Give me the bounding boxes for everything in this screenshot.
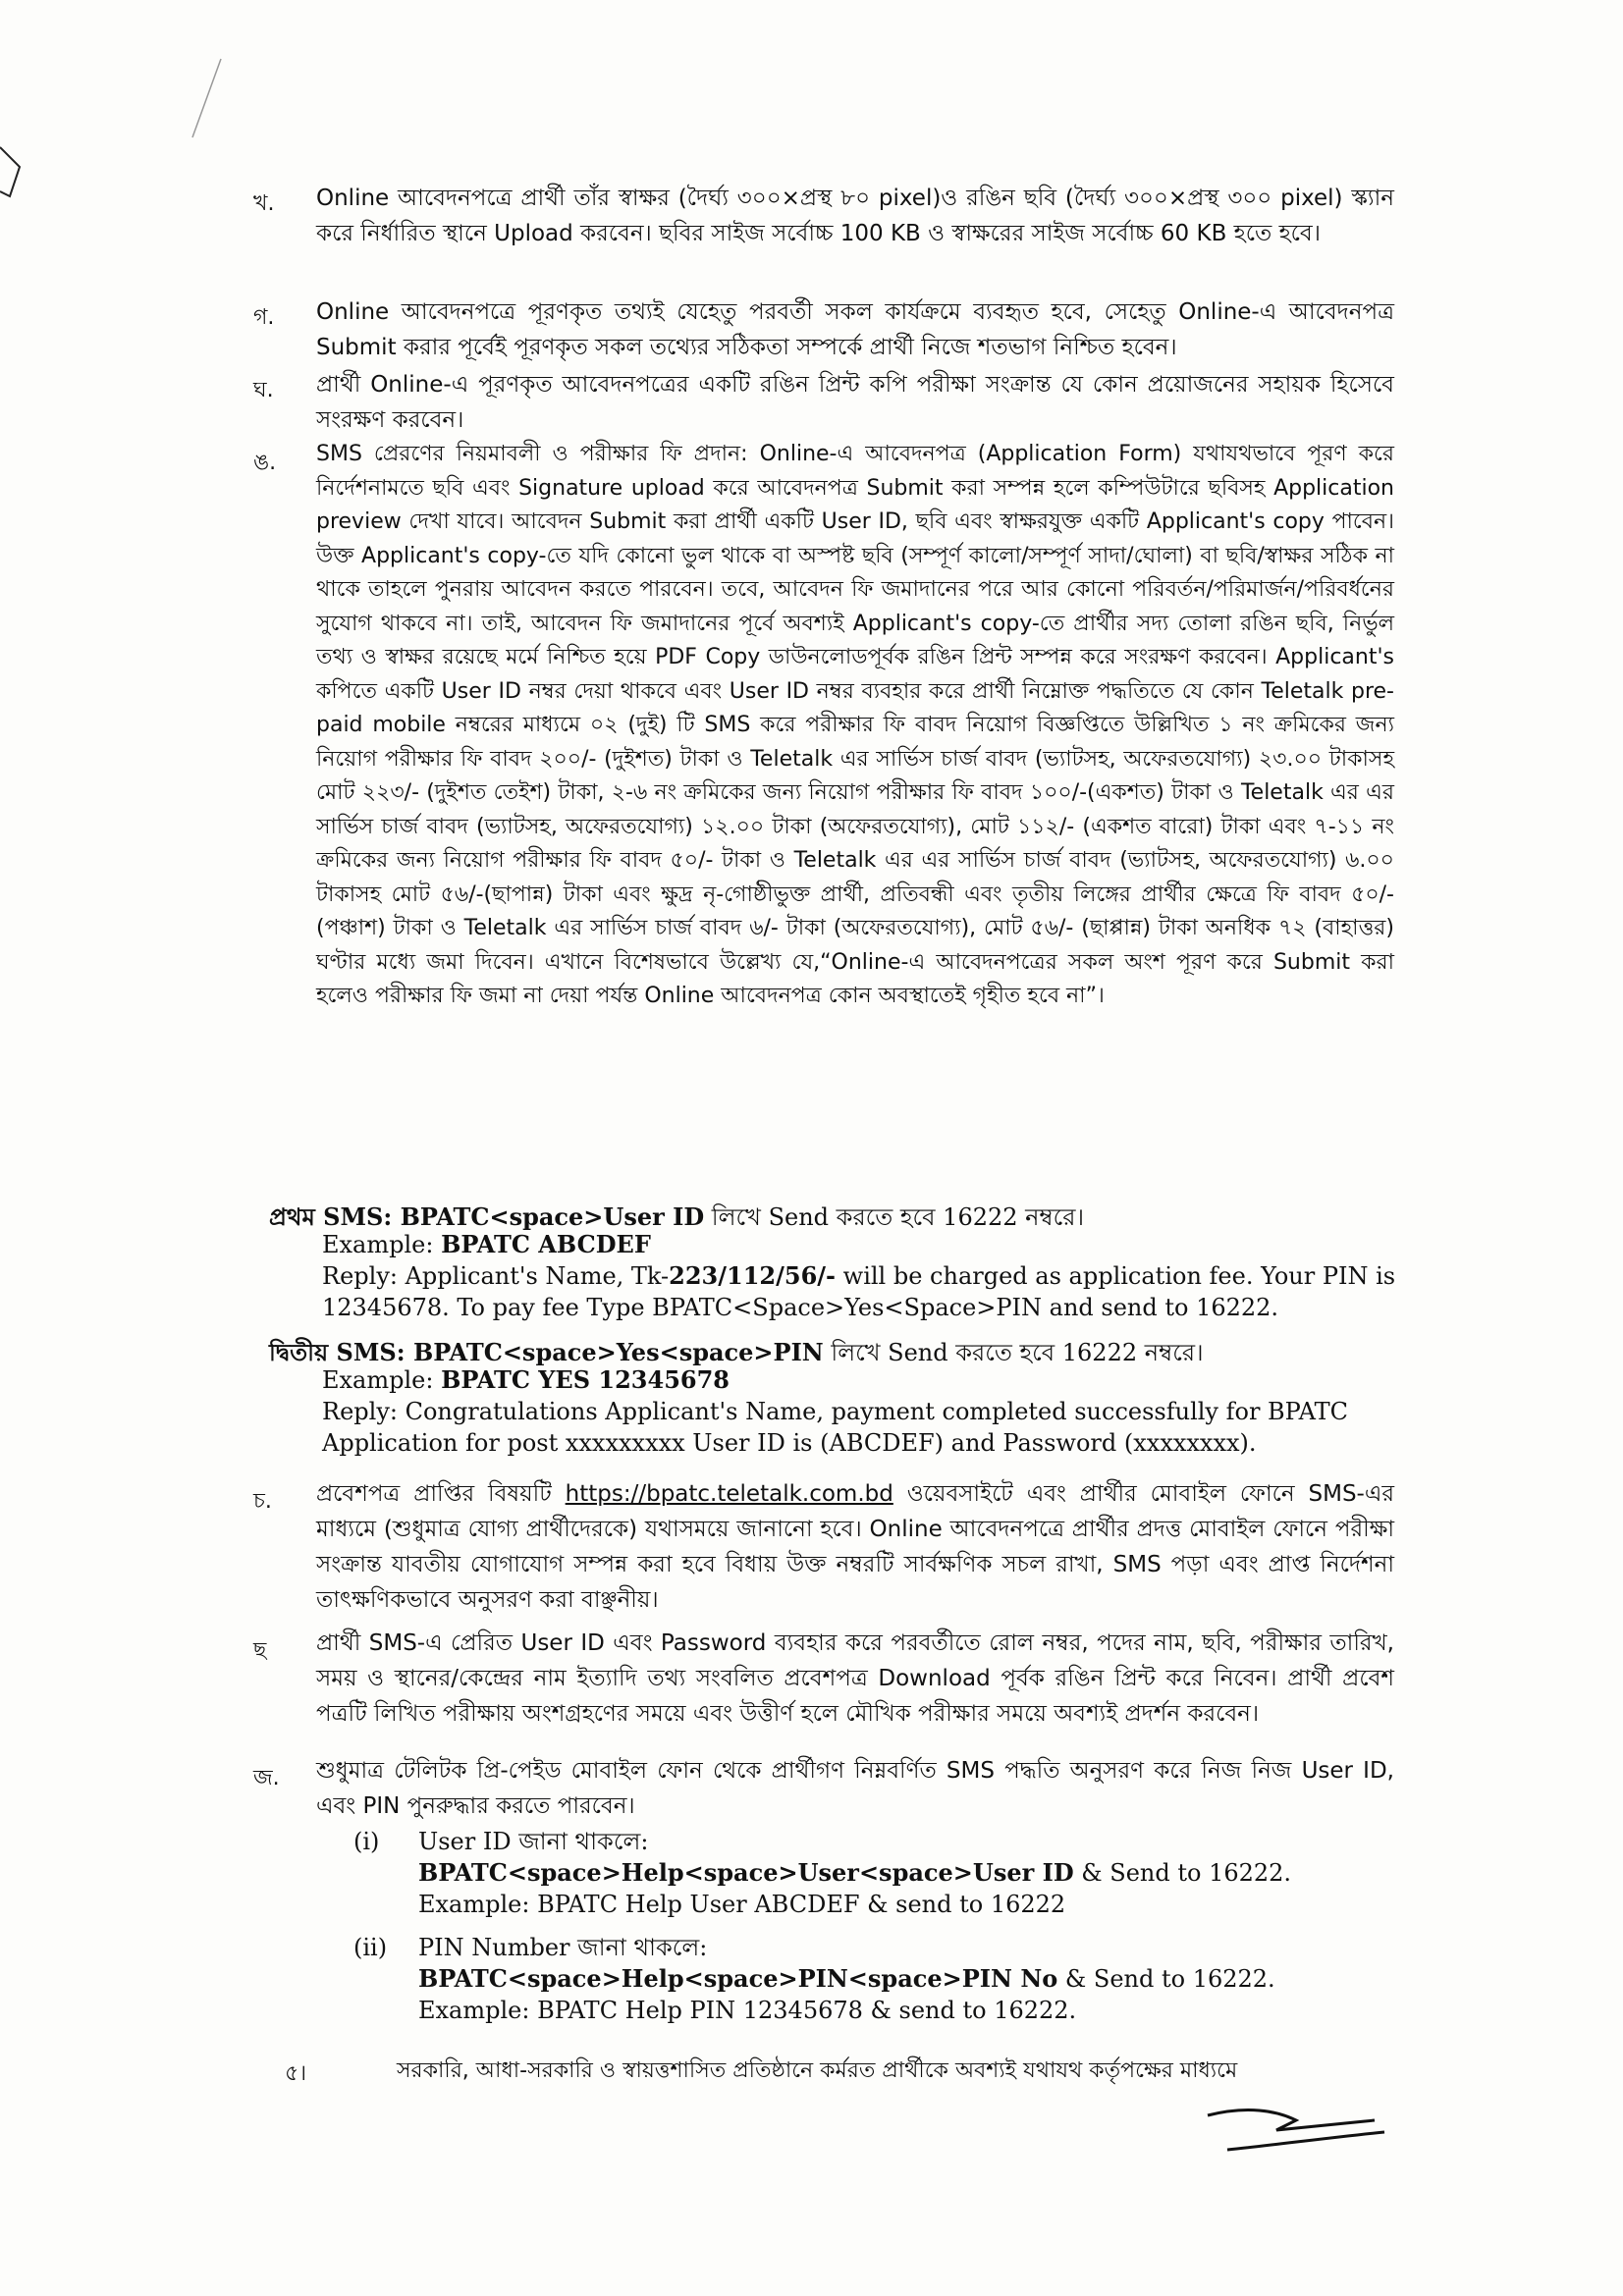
sms1-command: SMS: BPATC<space>User ID: [323, 1202, 705, 1231]
sms2-example-label: Example:: [322, 1366, 442, 1394]
item-ga-text: Online আবেদনপত্রে পূরণকৃত তথ্যই যেহেতু পরবর্তী সকল কার্যক্রমে ব্যবহৃত হবে, সেহেতু Online-এ আবেদনপত্র Submit করার পূর্বেই পূরণকৃত সকল তথ্যের সঠিকতা সম্পর্কে প্রার্থী নিজে শতভাগ নিশ্চিত হবেন।: [316, 299, 1394, 360]
sub-ii-command: BPATC<space>Help<space>PIN<space>PIN No: [418, 1964, 1058, 1993]
sms2-command-suffix: লিখে Send করতে হবে 16222 নম্বরে।: [823, 1339, 1204, 1366]
footer-number: ৫।: [285, 2061, 307, 2086]
item-ja-marker: জ.: [253, 1766, 280, 1790]
scan-line: [192, 59, 221, 137]
sms1-reply-c: will be charged as application fee. Your PIN is: [836, 1262, 1396, 1290]
sub-i-marker: (i): [353, 1828, 380, 1855]
sms2-example-value: BPATC YES 12345678: [441, 1365, 730, 1394]
item-chha-text: প্রার্থী SMS-এ প্রেরিত User ID এবং Password ব্যবহার করে পরবর্তীতে রোল নম্বর, পদের নাম, ছবি, পরীক্ষার তারিখ, সময় ও স্থানের/কেন্দ্রের নাম ইত্যাদি তথ্য সংবলিত প্রবেশপত্র Download পূর্বক রঙিন প্রিন্ট করে নিবেন। প্রার্থী প্রবেশ পত্রটি লিখিত পরীক্ষায় অংশগ্রহণের সময়ে এবং উত্তীর্ণ হলে মৌখিক পরীক্ষার সময়ে অবশ্যই প্রদর্শন করবেন।: [316, 1630, 1394, 1727]
item-ga-marker: গ.: [253, 305, 275, 330]
item-kha-text: Online আবেদনপত্রে প্রার্থী তাঁর স্বাক্ষর (দৈর্ঘ্য ৩০০×প্রস্থ ৮০ pixel)ও রঙিন ছবি (দৈর্ঘ্য ৩০০×প্রস্থ ৩০০ pixel) স্ক্যান করে নির্ধারিত স্থানে Upload করবেন। ছবির সাইজ সর্বোচ্চ 100 KB ও স্বাক্ষরের সাইজ সর্বোচ্চ 60 KB হতে হবে।: [316, 186, 1394, 246]
item-umo-marker: ঙ.: [253, 451, 277, 475]
sms2-reply-line2: Application for post xxxxxxxxx User ID is (ABCDEF) and Password (xxxxxxxx).: [322, 1429, 1257, 1457]
item-chha-marker: ছ: [253, 1638, 267, 1663]
sms1-example-label: Example:: [322, 1231, 442, 1258]
sub-i-example: Example: BPATC Help User ABCDEF & send to 16222: [418, 1891, 1066, 1918]
cha-text-after: ওয়েবসাইটে এবং প্রার্থীর মোবাইল ফোনে SMS-এর মাধ্যমে (শুধুমাত্র যোগ্য প্রার্থীদেরকে) যথাসময়ে জানানো হবে। Online আবেদনপত্রে প্রার্থীর প্রদত্ত মোবাইল ফোনে পরীক্ষা সংক্রান্ত যাবতীয় যোগাযোগ সম্পন্ন করা হবে বিধায় উক্ত নম্বরটি সার্বক্ষণিক সচল রাখা, SMS পড়া এবং প্রাপ্ত নির্দেশনা তাৎক্ষণিকভাবে অনুসরণ করা বাঞ্ছনীয়।: [316, 1481, 1394, 1613]
corner-mark-icon: [0, 147, 20, 196]
cha-text-before: প্রবেশপত্র প্রাপ্তির বিষয়টি: [316, 1481, 566, 1507]
sub-ii-command-suffix: & Send to 16222.: [1057, 1965, 1275, 1993]
sub-ii-example: Example: BPATC Help PIN 12345678 & send to 16222.: [418, 1997, 1077, 2024]
sms2-reply-line1: Reply: Congratulations Applicant's Name, payment completed successfully for BPATC: [322, 1398, 1349, 1425]
sub-i-title: User ID জানা থাকলে:: [418, 1828, 649, 1855]
sms1-reply-line2: 12345678. To pay fee Type BPATC<Space>Yes<Space>PIN and send to 16222.: [322, 1294, 1279, 1321]
sms1-command-suffix: লিখে Send করতে হবে 16222 নম্বরে।: [704, 1203, 1085, 1231]
footer-text: সরকারি, আধা-সরকারি ও স্বায়ত্তশাসিত প্রতিষ্ঠানে কর্মরত প্রার্থীকে অবশ্যই যথাযথ কর্তৃপক্ষের মাধ্যমে: [397, 2058, 1238, 2083]
item-cha-marker: চ.: [253, 1489, 272, 1514]
sms2-command: SMS: BPATC<space>Yes<space>PIN: [336, 1338, 824, 1366]
sub-i-command-suffix: & Send to 16222.: [1073, 1859, 1292, 1887]
item-kha-marker: খ.: [253, 191, 275, 216]
item-ja-text: শুধুমাত্র টেলিটক প্রি-পেইড মোবাইল ফোন থেকে প্রার্থীগণ নিম্নবর্ণিত SMS পদ্ধতি অনুসরণ করে নিজ নিজ User ID, এবং PIN পুনরুদ্ধার করতে পারবেন।: [316, 1758, 1394, 1819]
sub-ii-title: PIN Number জানা থাকলে:: [418, 1934, 708, 1961]
sub-i-command: BPATC<space>Help<space>User<space>User ID: [418, 1858, 1074, 1887]
item-gha-marker: ঘ.: [253, 378, 274, 402]
sms1-reply-fee: 223/112/56/-: [669, 1261, 837, 1290]
sms1-example-value: BPATC ABCDEF: [441, 1230, 651, 1258]
sub-ii-marker: (ii): [353, 1934, 388, 1961]
signature-underline: [1227, 2132, 1384, 2150]
signature-mark: [1208, 2110, 1375, 2130]
sms2-label: দ্বিতীয়: [269, 1338, 329, 1366]
item-cha-text: [316, 1476, 1394, 1618]
item-umo-text: SMS প্রেরণের নিয়মাবলী ও পরীক্ষার ফি প্রদান: Online-এ আবেদনপত্র (Application Form) যথাযথভাবে পূরণ করে নির্দেশনামতে ছবি এবং Signature upload করে আবেদনপত্র Submit করা সম্পন্ন হলে কম্পিউটারে ছবিসহ Application preview দেখা যাবে। আবেদন Submit করা প্রার্থী একটি User ID, ছবি এবং স্বাক্ষরযুক্ত একটি Applicant's copy পাবেন। উক্ত Applicant's copy-তে যদি কোনো ভুল থাকে বা অস্পষ্ট ছবি (সম্পূর্ণ কালো/সম্পূর্ণ সাদা/ঘোলা) বা ছবি/স্বাক্ষর সঠিক না থাকে তাহলে পুনরায় আবেদন করতে পারবেন। তবে, আবেদন ফি জমাদানের পরে আর কোনো পরিবর্তন/পরিমার্জন/পরিবর্ধনের সুযোগ থাকবে না। তাই, আবেদন ফি জমাদানের পূর্বে অবশ্যই Applicant's copy-তে প্রার্থীর সদ্য তোলা রঙিন ছবি, নির্ভুল তথ্য ও স্বাক্ষর রয়েছে মর্মে নিশ্চিত হয়ে PDF Copy ডাউনলোডপূর্বক রঙিন প্রিন্ট সম্পন্ন করে সংরক্ষণ করবেন। Applicant's কপিতে একটি User ID নম্বর দেয়া থাকবে এবং User ID নম্বর ব্যবহার করে প্রার্থী নিম্নোক্ত পদ্ধতিতে যে কোন Teletalk pre-paid mobile নম্বরের মাধ্যমে ০২ (দুই) টি SMS করে পরীক্ষার ফি বাবদ নিয়োগ বিজ্ঞপ্তিতে উল্লিখিত ১ নং ক্রমিকের জন্য নিয়োগ পরীক্ষার ফি বাবদ ২০০/- (দুইশত) টাকা ও Teletalk এর সার্ভিস চার্জ বাবদ (ভ্যাটসহ, অফেরতযোগ্য) ২৩.০০ টাকাসহ মোট ২২৩/- (দুইশত তেইশ) টাকা, ২-৬ নং ক্রমিকের জন্য নিয়োগ পরীক্ষার ফি বাবদ ১০০/-(একশত) টাকা ও Teletalk এর এর সার্ভিস চার্জ বাবদ (ভ্যাটসহ, অফেরতযোগ্য) ১২.০০ টাকা (অফেরতযোগ্য), মোট ১১২/- (একশত বারো) টাকা এবং ৭-১১ নং ক্রমিকের জন্য নিয়োগ পরীক্ষার ফি বাবদ ৫০/- টাকা ও Teletalk এর এর সার্ভিস চার্জ বাবদ (ভ্যাটসহ, অফেরতযোগ্য) ৬.০০ টাকাসহ মোট ৫৬/-(ছাপান্ন) টাকা এবং ক্ষুদ্র নৃ-গোষ্ঠীভুক্ত প্রার্থী, প্রতিবন্ধী এবং তৃতীয় লিঙ্গের প্রার্থীর ক্ষেত্রে ফি বাবদ ৫০/- (পঞ্চাশ) টাকা ও Teletalk এর সার্ভিস চার্জ বাবদ ৬/- টাকা (অফেরতযোগ্য), মোট ৫৬/- (ছাপ্পান্ন) টাকা অনধিক ৭২ (বাহাত্তর) ঘণ্টার মধ্যে জমা দিবেন। এখানে বিশেষভাবে উল্লেখ্য যে,“Online-এ আবেদনপত্রের সকল অংশ পূরণ করে Submit করা হলেও পরীক্ষার ফি জমা না দেয়া পর্যন্ত Online আবেদনপত্র কোন অবস্থাতেই গৃহীত হবে না”।: [316, 442, 1394, 1008]
sms1-label: প্রথম: [269, 1202, 315, 1231]
teletalk-link[interactable]: https://bpatc.teletalk.com.bd: [565, 1481, 893, 1507]
sms1-reply-a: Reply: Applicant's Name, Tk-: [322, 1262, 670, 1290]
item-gha-text: প্রার্থী Online-এ পূরণকৃত আবেদনপত্রের একটি রঙিন প্রিন্ট কপি পরীক্ষা সংক্রান্ত যে কোন প্রয়োজনের সহায়ক হিসেবে সংরক্ষণ করবেন।: [316, 372, 1394, 433]
